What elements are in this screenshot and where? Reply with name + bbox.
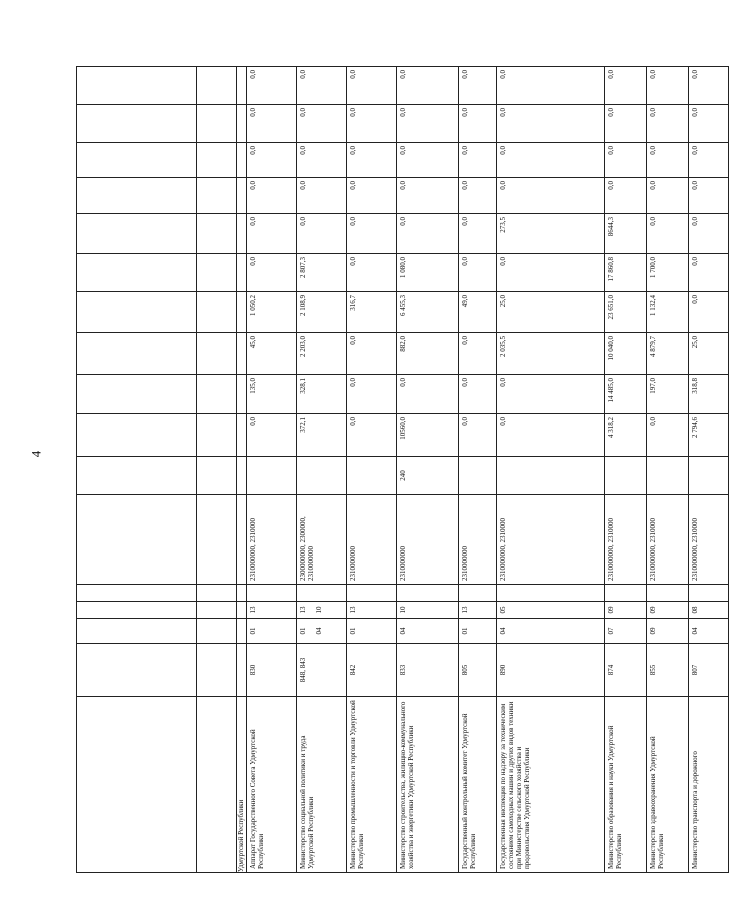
table-cell <box>237 644 247 697</box>
target-article-code: 2310000000, 2310000 <box>647 495 689 585</box>
amount-col-8: 0,0 <box>247 143 297 178</box>
amount-col-9: 0,0 <box>397 105 459 143</box>
table-cell <box>397 585 459 602</box>
target-article-code: 2300000000, 2300000, 2310000000 <box>297 495 347 585</box>
subsection-code: 10 <box>397 602 459 619</box>
target-article-code: 2310000000 <box>347 495 397 585</box>
agency-name: Министерство промышленности и торговли Удмуртской Республики <box>347 697 397 873</box>
amount-col-1: 0,0 <box>247 414 297 457</box>
amount-col-5: 0,0 <box>497 254 605 292</box>
target-article-code: 2310000000 <box>459 495 497 585</box>
table-cell <box>347 585 397 602</box>
target-article-code: 2310000000, 2310000 <box>497 495 605 585</box>
amount-col-4: 1 132,4 <box>647 292 689 333</box>
amount-col-10: 0,0 <box>397 67 459 105</box>
amount-col-6: 0,0 <box>247 214 297 254</box>
amount-col-7: 0,0 <box>689 178 729 214</box>
agency-code: 848, 843 <box>297 644 347 697</box>
amount-col-1: 0,0 <box>647 414 689 457</box>
agency-code: 890 <box>497 644 605 697</box>
amount-col-10: 0,0 <box>497 67 605 105</box>
subsection-code: 05 <box>497 602 605 619</box>
expense-type-code <box>297 457 347 495</box>
section-code: 04 <box>497 619 605 644</box>
target-article-code: 2310000000, 2310000 <box>689 495 729 585</box>
expense-type-code <box>497 457 605 495</box>
section-code: 09 <box>647 619 689 644</box>
amount-col-7: 0,0 <box>605 178 647 214</box>
agency-code: 805 <box>459 644 497 697</box>
amount-col-3: 10 040,0 <box>605 333 647 375</box>
agency-code: 842 <box>347 644 397 697</box>
section-code: 01 04 <box>297 619 347 644</box>
amount-col-2: 0,0 <box>459 375 497 414</box>
expense-type-code <box>605 457 647 495</box>
agency-code: 807 <box>689 644 729 697</box>
amount-col-10: 0,0 <box>297 67 347 105</box>
section-code: 01 <box>247 619 297 644</box>
amount-col-10: 0,0 <box>605 67 647 105</box>
amount-col-2: 197,0 <box>647 375 689 414</box>
amount-col-7: 0,0 <box>647 178 689 214</box>
table-row <box>397 67 459 873</box>
subsection-code: 08 <box>689 602 729 619</box>
amount-col-8: 0,0 <box>689 143 729 178</box>
agency-name: Министерство транспорта и дорожного <box>689 697 729 873</box>
amount-col-2: 328,1 <box>297 375 347 414</box>
target-article-code: 2310000000, 2310000 <box>247 495 297 585</box>
amount-col-4: 2 108,9 <box>297 292 347 333</box>
agency-name: Министерство социальной политики и труда Удмуртской Республики <box>297 697 347 873</box>
table-row-subheader <box>237 67 247 873</box>
amount-col-9: 0,0 <box>647 105 689 143</box>
amount-col-6: 0,0 <box>689 214 729 254</box>
amount-col-3: 882,0 <box>397 333 459 375</box>
amount-col-4: 6 455,3 <box>397 292 459 333</box>
table-row-blank <box>77 67 197 873</box>
agency-code: 833 <box>397 644 459 697</box>
section-code: 04 <box>397 619 459 644</box>
target-article-code: 2310000000, 2310000 <box>605 495 647 585</box>
amount-col-7: 0,0 <box>497 178 605 214</box>
subsection-code: 09 <box>605 602 647 619</box>
table-row <box>605 67 647 873</box>
amount-col-9: 0,0 <box>689 105 729 143</box>
amount-col-8: 0,0 <box>459 143 497 178</box>
subsection-code: 13 <box>347 602 397 619</box>
agency-code: 830 <box>247 644 297 697</box>
amount-col-8: 0,0 <box>347 143 397 178</box>
amount-col-3: 2 203,0 <box>297 333 347 375</box>
amount-col-2: 0,0 <box>347 375 397 414</box>
amount-col-4: 23 651,0 <box>605 292 647 333</box>
table-cell <box>247 585 297 602</box>
amount-col-4: 0,0 <box>689 292 729 333</box>
target-article-code: 2310000000 <box>397 495 459 585</box>
subheader-label: Удмуртской Республики <box>237 697 247 873</box>
amount-col-4: 316,7 <box>347 292 397 333</box>
section-code: 01 <box>459 619 497 644</box>
table-cell <box>197 697 237 873</box>
agency-name: Государственная инспекция по надзору за техническим состоянием самоходных машин и других видов техники при Министерстве сельского хозяйства и продовольствия Удмуртской Республики <box>497 697 605 873</box>
table-row <box>459 67 497 873</box>
table-row <box>647 67 689 873</box>
amount-col-3: 4 879,7 <box>647 333 689 375</box>
table-row <box>347 67 397 873</box>
amount-col-8: 0,0 <box>497 143 605 178</box>
amount-col-8: 0,0 <box>397 143 459 178</box>
agency-code: 874 <box>605 644 647 697</box>
page-number: 4 <box>28 450 44 458</box>
table-cell <box>647 585 689 602</box>
section-code: 04 <box>689 619 729 644</box>
amount-col-3: 0,0 <box>347 333 397 375</box>
amount-col-1: 372,1 <box>297 414 347 457</box>
budget-table-sheet <box>76 67 699 873</box>
expense-type-code <box>247 457 297 495</box>
amount-col-9: 0,0 <box>497 105 605 143</box>
amount-col-7: 0,0 <box>459 178 497 214</box>
amount-col-9: 0,0 <box>347 105 397 143</box>
table-row <box>689 67 729 873</box>
amount-col-10: 0,0 <box>247 67 297 105</box>
subsection-code: 13 10 <box>297 602 347 619</box>
agency-name: Аппарат Государственного Совета Удмуртской Республики <box>247 697 297 873</box>
amount-col-7: 0,0 <box>347 178 397 214</box>
amount-col-7: 0,0 <box>297 178 347 214</box>
budget-table <box>76 66 729 873</box>
table-cell <box>297 585 347 602</box>
amount-col-10: 0,0 <box>689 67 729 105</box>
table-cell <box>689 585 729 602</box>
amount-col-6: 0,0 <box>347 214 397 254</box>
expense-type-code: 240 <box>397 457 459 495</box>
expense-type-code <box>689 457 729 495</box>
amount-col-10: 0,0 <box>647 67 689 105</box>
amount-col-7: 0,0 <box>397 178 459 214</box>
amount-col-5: 0,0 <box>247 254 297 292</box>
amount-col-4: 1 050,2 <box>247 292 297 333</box>
table-row <box>297 67 347 873</box>
agency-name: Государственный контрольный комитет Удмуртской Республики <box>459 697 497 873</box>
amount-col-5: 1 080,0 <box>397 254 459 292</box>
table-row-blank <box>197 67 237 873</box>
amount-col-9: 0,0 <box>247 105 297 143</box>
amount-col-9: 0,0 <box>605 105 647 143</box>
amount-col-1: 0,0 <box>459 414 497 457</box>
amount-col-5: 2 807,3 <box>297 254 347 292</box>
amount-col-7: 0,0 <box>247 178 297 214</box>
amount-col-6: 273,5 <box>497 214 605 254</box>
amount-col-1: 0,0 <box>497 414 605 457</box>
amount-col-5: 17 860,8 <box>605 254 647 292</box>
agency-name: Министерство строительства, жилищно-коммунального хозяйства и энергетики Удмуртской Республики <box>397 697 459 873</box>
amount-col-1: 4 318,2 <box>605 414 647 457</box>
amount-col-1: 0,0 <box>347 414 397 457</box>
amount-col-6: 0,0 <box>459 214 497 254</box>
amount-col-5: 0,0 <box>689 254 729 292</box>
table-row <box>497 67 605 873</box>
expense-type-code <box>459 457 497 495</box>
amount-col-10: 0,0 <box>347 67 397 105</box>
table-cell <box>497 585 605 602</box>
amount-col-8: 0,0 <box>647 143 689 178</box>
expense-type-code <box>347 457 397 495</box>
amount-col-2: 135,0 <box>247 375 297 414</box>
amount-col-10: 0,0 <box>459 67 497 105</box>
amount-col-6: 0,0 <box>297 214 347 254</box>
amount-col-5: 0,0 <box>459 254 497 292</box>
amount-col-1: 10560,0 <box>397 414 459 457</box>
amount-col-3: 45,0 <box>247 333 297 375</box>
expense-type-code <box>647 457 689 495</box>
amount-col-4: 49,0 <box>459 292 497 333</box>
amount-col-3: 25,0 <box>689 333 729 375</box>
agency-name: Министерство образования и науки Удмуртской Республики <box>605 697 647 873</box>
section-code: 07 <box>605 619 647 644</box>
amount-col-9: 0,0 <box>297 105 347 143</box>
subsection-code: 13 <box>247 602 297 619</box>
amount-col-9: 0,0 <box>459 105 497 143</box>
agency-code: 855 <box>647 644 689 697</box>
amount-col-5: 1 700,0 <box>647 254 689 292</box>
table-cell <box>459 585 497 602</box>
section-code: 01 <box>347 619 397 644</box>
agency-name: Министерство здравоохранения Удмуртской Республики <box>647 697 689 873</box>
amount-col-3: 2 035,5 <box>497 333 605 375</box>
table-cell <box>77 697 197 873</box>
amount-col-8: 0,0 <box>605 143 647 178</box>
subsection-code: 13 <box>459 602 497 619</box>
amount-col-2: 0,0 <box>397 375 459 414</box>
amount-col-6: 8644,3 <box>605 214 647 254</box>
amount-col-3: 0,0 <box>459 333 497 375</box>
amount-col-6: 0,0 <box>397 214 459 254</box>
amount-col-2: 14 485,0 <box>605 375 647 414</box>
subsection-code: 09 <box>647 602 689 619</box>
amount-col-5: 0,0 <box>347 254 397 292</box>
amount-col-2: 318,8 <box>689 375 729 414</box>
amount-col-4: 25,0 <box>497 292 605 333</box>
amount-col-8: 0,0 <box>297 143 347 178</box>
table-cell <box>605 585 647 602</box>
table-row <box>247 67 297 873</box>
amount-col-1: 2 794,6 <box>689 414 729 457</box>
amount-col-6: 0,0 <box>647 214 689 254</box>
amount-col-2: 0,0 <box>497 375 605 414</box>
